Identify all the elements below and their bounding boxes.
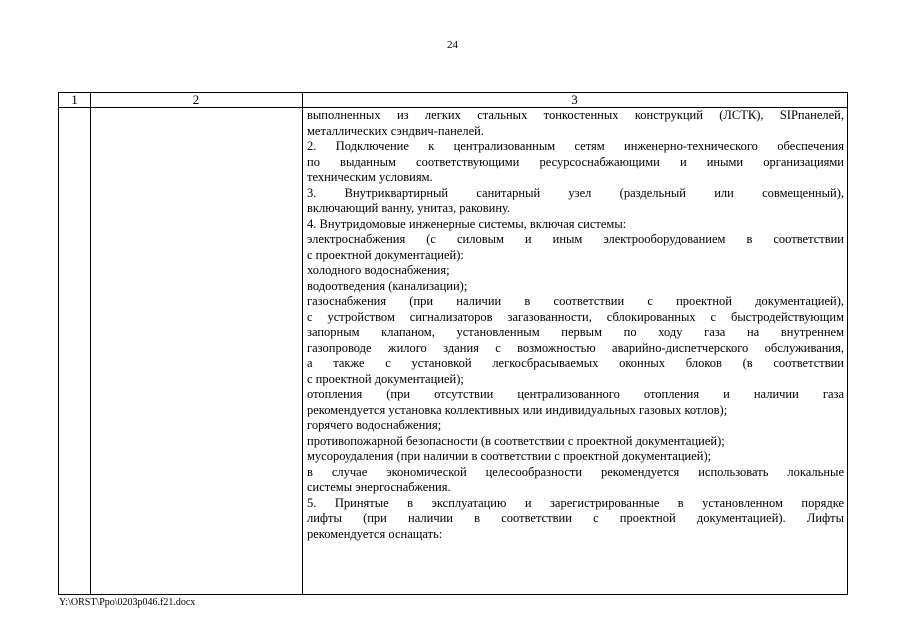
text-line: водоотведения (канализации); — [307, 278, 468, 293]
table-header-row — [59, 93, 847, 108]
text-line: рекомендуется установка коллективных или индивидуальных газовых котлов); — [307, 402, 728, 417]
text-line: с проектной документацией); — [307, 371, 464, 386]
text-line: 4. Внутридомовые инженерные системы, включая системы: — [307, 216, 627, 231]
footer-file-path: Y:\ORST\Ppo\0203p046.f21.docx — [59, 597, 196, 608]
text-line: по выданным соответствующими ресурсоснабжающими и иными организациями — [307, 154, 844, 169]
page-number: 24 — [447, 39, 458, 51]
text-line: газопроводе жилого здания с возможностью аварийно-диспетчерского обслуживания, — [307, 340, 844, 355]
text-line: с проектной документацией): — [307, 247, 464, 262]
text-line: а также с установкой легкосбрасываемых оконных блоков (в соответствии — [307, 356, 844, 370]
text-line: электроснабжения (с силовым и иным электрооборудованием в соответствии — [307, 232, 844, 246]
text-line: холодного водоснабжения; — [307, 263, 450, 277]
column-header-3: 3 — [571, 92, 578, 107]
text-line: включающий ванну, унитаз, раковину. — [307, 201, 511, 215]
text-line: 5. Принятые в эксплуатацию и зарегистрированные в установленном порядке — [307, 495, 844, 510]
column-header-1: 1 — [71, 92, 78, 107]
column-header-2: 2 — [192, 92, 200, 107]
text-line: техническим условиям. — [307, 170, 433, 184]
text-line: лифты (при наличии в соответствии с проектной документацией). Лифты — [307, 511, 844, 525]
text-line: металлических сэндвич-панелей. — [307, 123, 484, 138]
text-line: выполненных из легких стальных тонкостенных конструкций (ЛСТК), SIPпанелей, — [307, 108, 844, 122]
text-line: мусороудаления (при наличии в соответствии с проектной документацией); — [307, 449, 712, 463]
column-3-text — [307, 108, 844, 542]
text-line: рекомендуется оснащать: — [307, 526, 443, 541]
text-line: противопожарной безопасности (в соответствии с проектной документацией); — [307, 433, 725, 448]
text-line: отопления (при отсутствии централизованного отопления и наличии газа — [307, 387, 844, 401]
text-line: в случае экономической целесообразности рекомендуется использовать локальные — [307, 464, 844, 479]
text-line: с устройством сигнализаторов загазованности, сблокированных с быстродействующим — [307, 309, 844, 324]
text-line: 2. Подключение к централизованным сетям инженерно-технического обеспечения — [307, 139, 844, 153]
column-divider — [90, 93, 91, 594]
text-line: горячего водоснабжения; — [307, 418, 442, 432]
column-divider — [302, 93, 303, 594]
document-table — [58, 92, 848, 595]
text-line: газоснабжения (при наличии в соответствии с проектной документацией), — [307, 294, 844, 308]
text-line: системы энергоснабжения. — [307, 480, 451, 494]
text-line: 3. Внутриквартирный санитарный узел (раздельный или совмещенный), — [307, 185, 844, 200]
text-line: запорным клапаном, установленным первым по ходу газа на внутреннем — [307, 325, 844, 339]
